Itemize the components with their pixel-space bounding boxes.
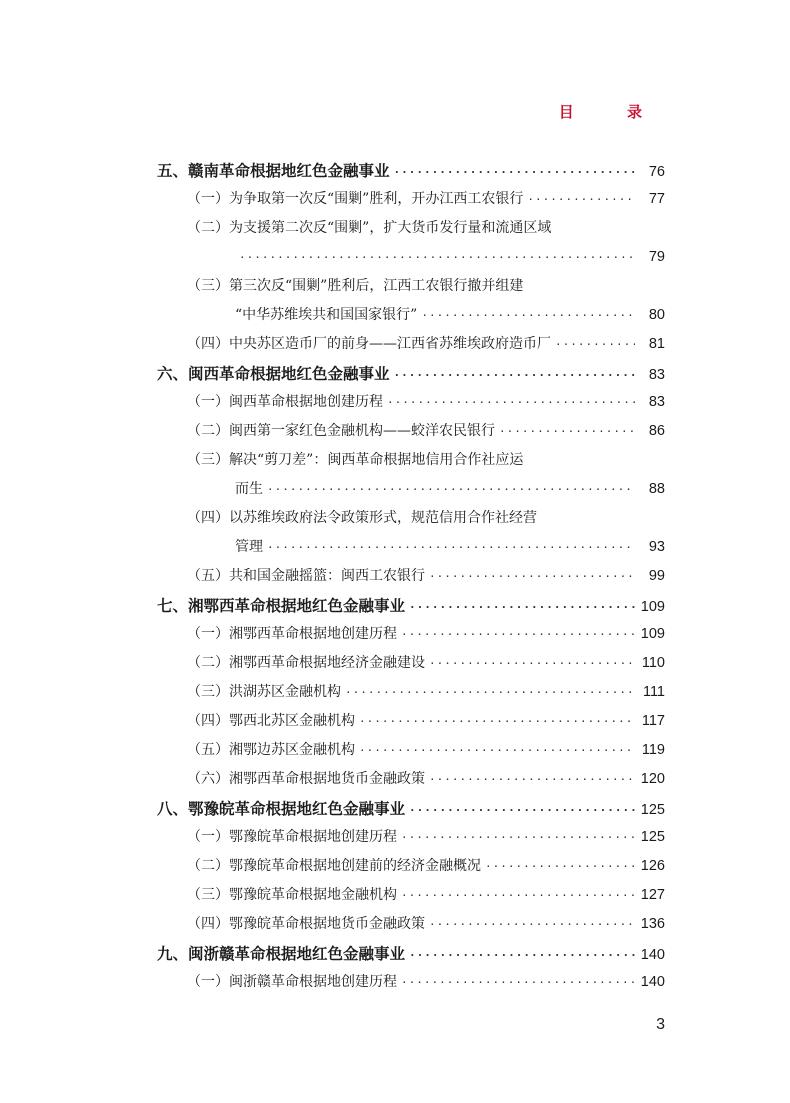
- toc-entry-page: 99: [648, 568, 665, 584]
- toc-entry-title: 九、闽浙赣革命根据地红色金融事业: [157, 944, 406, 963]
- toc-entry-page: 76: [648, 164, 665, 180]
- toc-entry-title: （三）鄂豫皖革命根据地金融机构: [187, 887, 397, 903]
- toc-entry-page: 110: [641, 655, 665, 671]
- dot-leader: [394, 361, 635, 390]
- toc-chapter-entry[interactable]: [157, 591, 665, 620]
- toc-section-entry[interactable]: [157, 214, 665, 243]
- dot-leader: [345, 678, 635, 707]
- toc-entry-title: （五）湘鄂边苏区金融机构: [187, 742, 355, 758]
- toc-entry-title: 七、湘鄂西革命根据地红色金融事业: [157, 596, 406, 615]
- toc-entry-title: （二）湘鄂西革命根据地经济金融建设: [187, 655, 425, 671]
- dot-leader: [429, 649, 635, 678]
- toc-entry-page: 120: [640, 771, 665, 787]
- toc-section-entry[interactable]: [157, 736, 665, 765]
- dot-leader: [394, 158, 635, 187]
- toc-entry-title: （一）为争取第一次反“围剿”胜利，开办江西工农银行: [187, 191, 524, 207]
- toc-entry-title: （一）鄂豫皖革命根据地创建历程: [187, 829, 397, 845]
- dot-leader: [401, 620, 635, 649]
- toc-entry-title: （二）闽西第一家红色金融机构——蛟洋农民银行: [187, 423, 495, 439]
- toc-entry-title: 八、鄂豫皖革命根据地红色金融事业: [157, 799, 406, 818]
- toc-chapter-entry[interactable]: [157, 939, 665, 968]
- dot-leader: [429, 765, 635, 794]
- toc-entry-page: 79: [648, 249, 665, 265]
- toc-entry-page: 140: [640, 947, 665, 963]
- dot-leader: [401, 881, 635, 910]
- toc-entry-title: （一）湘鄂西革命根据地创建历程: [187, 626, 397, 642]
- toc-entry-title: （一）闽浙赣革命根据地创建历程: [187, 974, 397, 990]
- toc-section-entry[interactable]: [157, 678, 665, 707]
- toc-entry-page: 125: [640, 802, 665, 818]
- toc-entry-page: 111: [642, 684, 665, 700]
- toc-section-entry[interactable]: [157, 533, 665, 562]
- toc-entry-title: 六、闽西革命根据地红色金融事业: [157, 364, 390, 383]
- toc-section-entry[interactable]: [157, 185, 665, 214]
- toc-entry-title: （二）鄂豫皖革命根据地创建前的经济金融概况: [187, 858, 481, 874]
- toc-section-entry[interactable]: [157, 330, 665, 359]
- dot-leader: [485, 852, 635, 881]
- toc-entry-title: “中华苏维埃共和国国家银行”: [235, 307, 418, 323]
- dot-leader: [401, 823, 635, 852]
- toc-section-entry[interactable]: [157, 417, 665, 446]
- toc-section-entry[interactable]: [157, 823, 665, 852]
- toc-section-entry[interactable]: [157, 910, 665, 939]
- toc-entry-title: （四）鄂豫皖革命根据地货币金融政策: [187, 916, 425, 932]
- table-of-contents: [157, 156, 665, 997]
- dot-leader: [267, 475, 635, 504]
- dot-leader: [429, 910, 635, 939]
- toc-entry-page: 81: [648, 336, 665, 352]
- dot-leader: [429, 562, 635, 591]
- dot-leader: [499, 417, 635, 446]
- toc-chapter-entry[interactable]: [157, 794, 665, 823]
- toc-section-entry[interactable]: [157, 301, 665, 330]
- dot-leader: [409, 941, 635, 970]
- toc-section-entry[interactable]: [157, 272, 665, 301]
- dot-leader: [555, 330, 635, 359]
- toc-chapter-entry[interactable]: [157, 156, 665, 185]
- dot-leader: [401, 968, 635, 997]
- toc-entry-title: （六）湘鄂西革命根据地货币金融政策: [187, 771, 425, 787]
- dot-leader: [359, 707, 635, 736]
- toc-entry-page: 119: [641, 742, 665, 758]
- toc-section-entry[interactable]: [157, 881, 665, 910]
- toc-entry-title: 五、赣南革命根据地红色金融事业: [157, 161, 390, 180]
- toc-entry-page: 80: [648, 307, 665, 323]
- toc-entry-title: 而生: [235, 481, 263, 497]
- toc-entry-title: （三）第三次反“围剿”胜利后，江西工农银行撤并组建: [187, 278, 524, 294]
- toc-entry-page: 109: [640, 599, 665, 615]
- toc-entry-page: 117: [641, 713, 665, 729]
- page-number: 3: [656, 1016, 665, 1033]
- dot-leader: [359, 736, 635, 765]
- dot-leader: [421, 301, 635, 330]
- dot-leader: [239, 243, 635, 272]
- toc-section-entry[interactable]: [157, 562, 665, 591]
- toc-section-entry[interactable]: [157, 446, 665, 475]
- toc-entry-title: （一）闽西革命根据地创建历程: [187, 394, 383, 410]
- toc-section-entry[interactable]: [157, 765, 665, 794]
- toc-section-entry[interactable]: [157, 504, 665, 533]
- toc-entry-page: 88: [648, 481, 665, 497]
- toc-entry-title: （四）鄂西北苏区金融机构: [187, 713, 355, 729]
- toc-section-entry[interactable]: [157, 475, 665, 504]
- toc-entry-page: 83: [648, 367, 665, 383]
- toc-section-entry[interactable]: [157, 243, 665, 272]
- toc-entry-page: 136: [640, 916, 665, 932]
- toc-section-entry[interactable]: [157, 707, 665, 736]
- toc-entry-title: （二）为支援第二次反“围剿”，扩大货币发行量和流通区域: [187, 220, 552, 236]
- toc-entry-page: 86: [648, 423, 665, 439]
- toc-section-entry[interactable]: [157, 620, 665, 649]
- toc-entry-title: （三）洪湖苏区金融机构: [187, 684, 341, 700]
- toc-section-entry[interactable]: [157, 852, 665, 881]
- toc-entry-title: （四）中央苏区造币厂的前身——江西省苏维埃政府造币厂: [187, 336, 551, 352]
- toc-entry-title: （三）解决“剪刀差”：闽西革命根据地信用合作社应运: [187, 452, 524, 468]
- toc-entry-page: 83: [648, 394, 665, 410]
- toc-entry-title: 管理: [235, 539, 263, 555]
- page-header-title: 目 录: [558, 103, 666, 121]
- toc-entry-title: （四）以苏维埃政府法令政策形式，规范信用合作社经营: [187, 510, 537, 526]
- toc-entry-page: 140: [640, 974, 665, 990]
- toc-entry-page: 109: [640, 626, 665, 642]
- dot-leader: [409, 593, 635, 622]
- toc-entry-page: 125: [640, 829, 665, 845]
- dot-leader: [527, 185, 635, 214]
- toc-section-entry[interactable]: [157, 649, 665, 678]
- toc-entry-page: 127: [640, 887, 665, 903]
- toc-section-entry[interactable]: [157, 388, 665, 417]
- toc-entry-page: 77: [648, 191, 665, 207]
- dot-leader: [267, 533, 635, 562]
- dot-leader: [387, 388, 635, 417]
- dot-leader: [409, 796, 635, 825]
- toc-entry-page: 126: [640, 858, 665, 874]
- toc-entry-title: （五）共和国金融摇篮：闽西工农银行: [187, 568, 425, 584]
- toc-entry-page: 93: [648, 539, 665, 555]
- toc-chapter-entry[interactable]: [157, 359, 665, 388]
- toc-section-entry[interactable]: [157, 968, 665, 997]
